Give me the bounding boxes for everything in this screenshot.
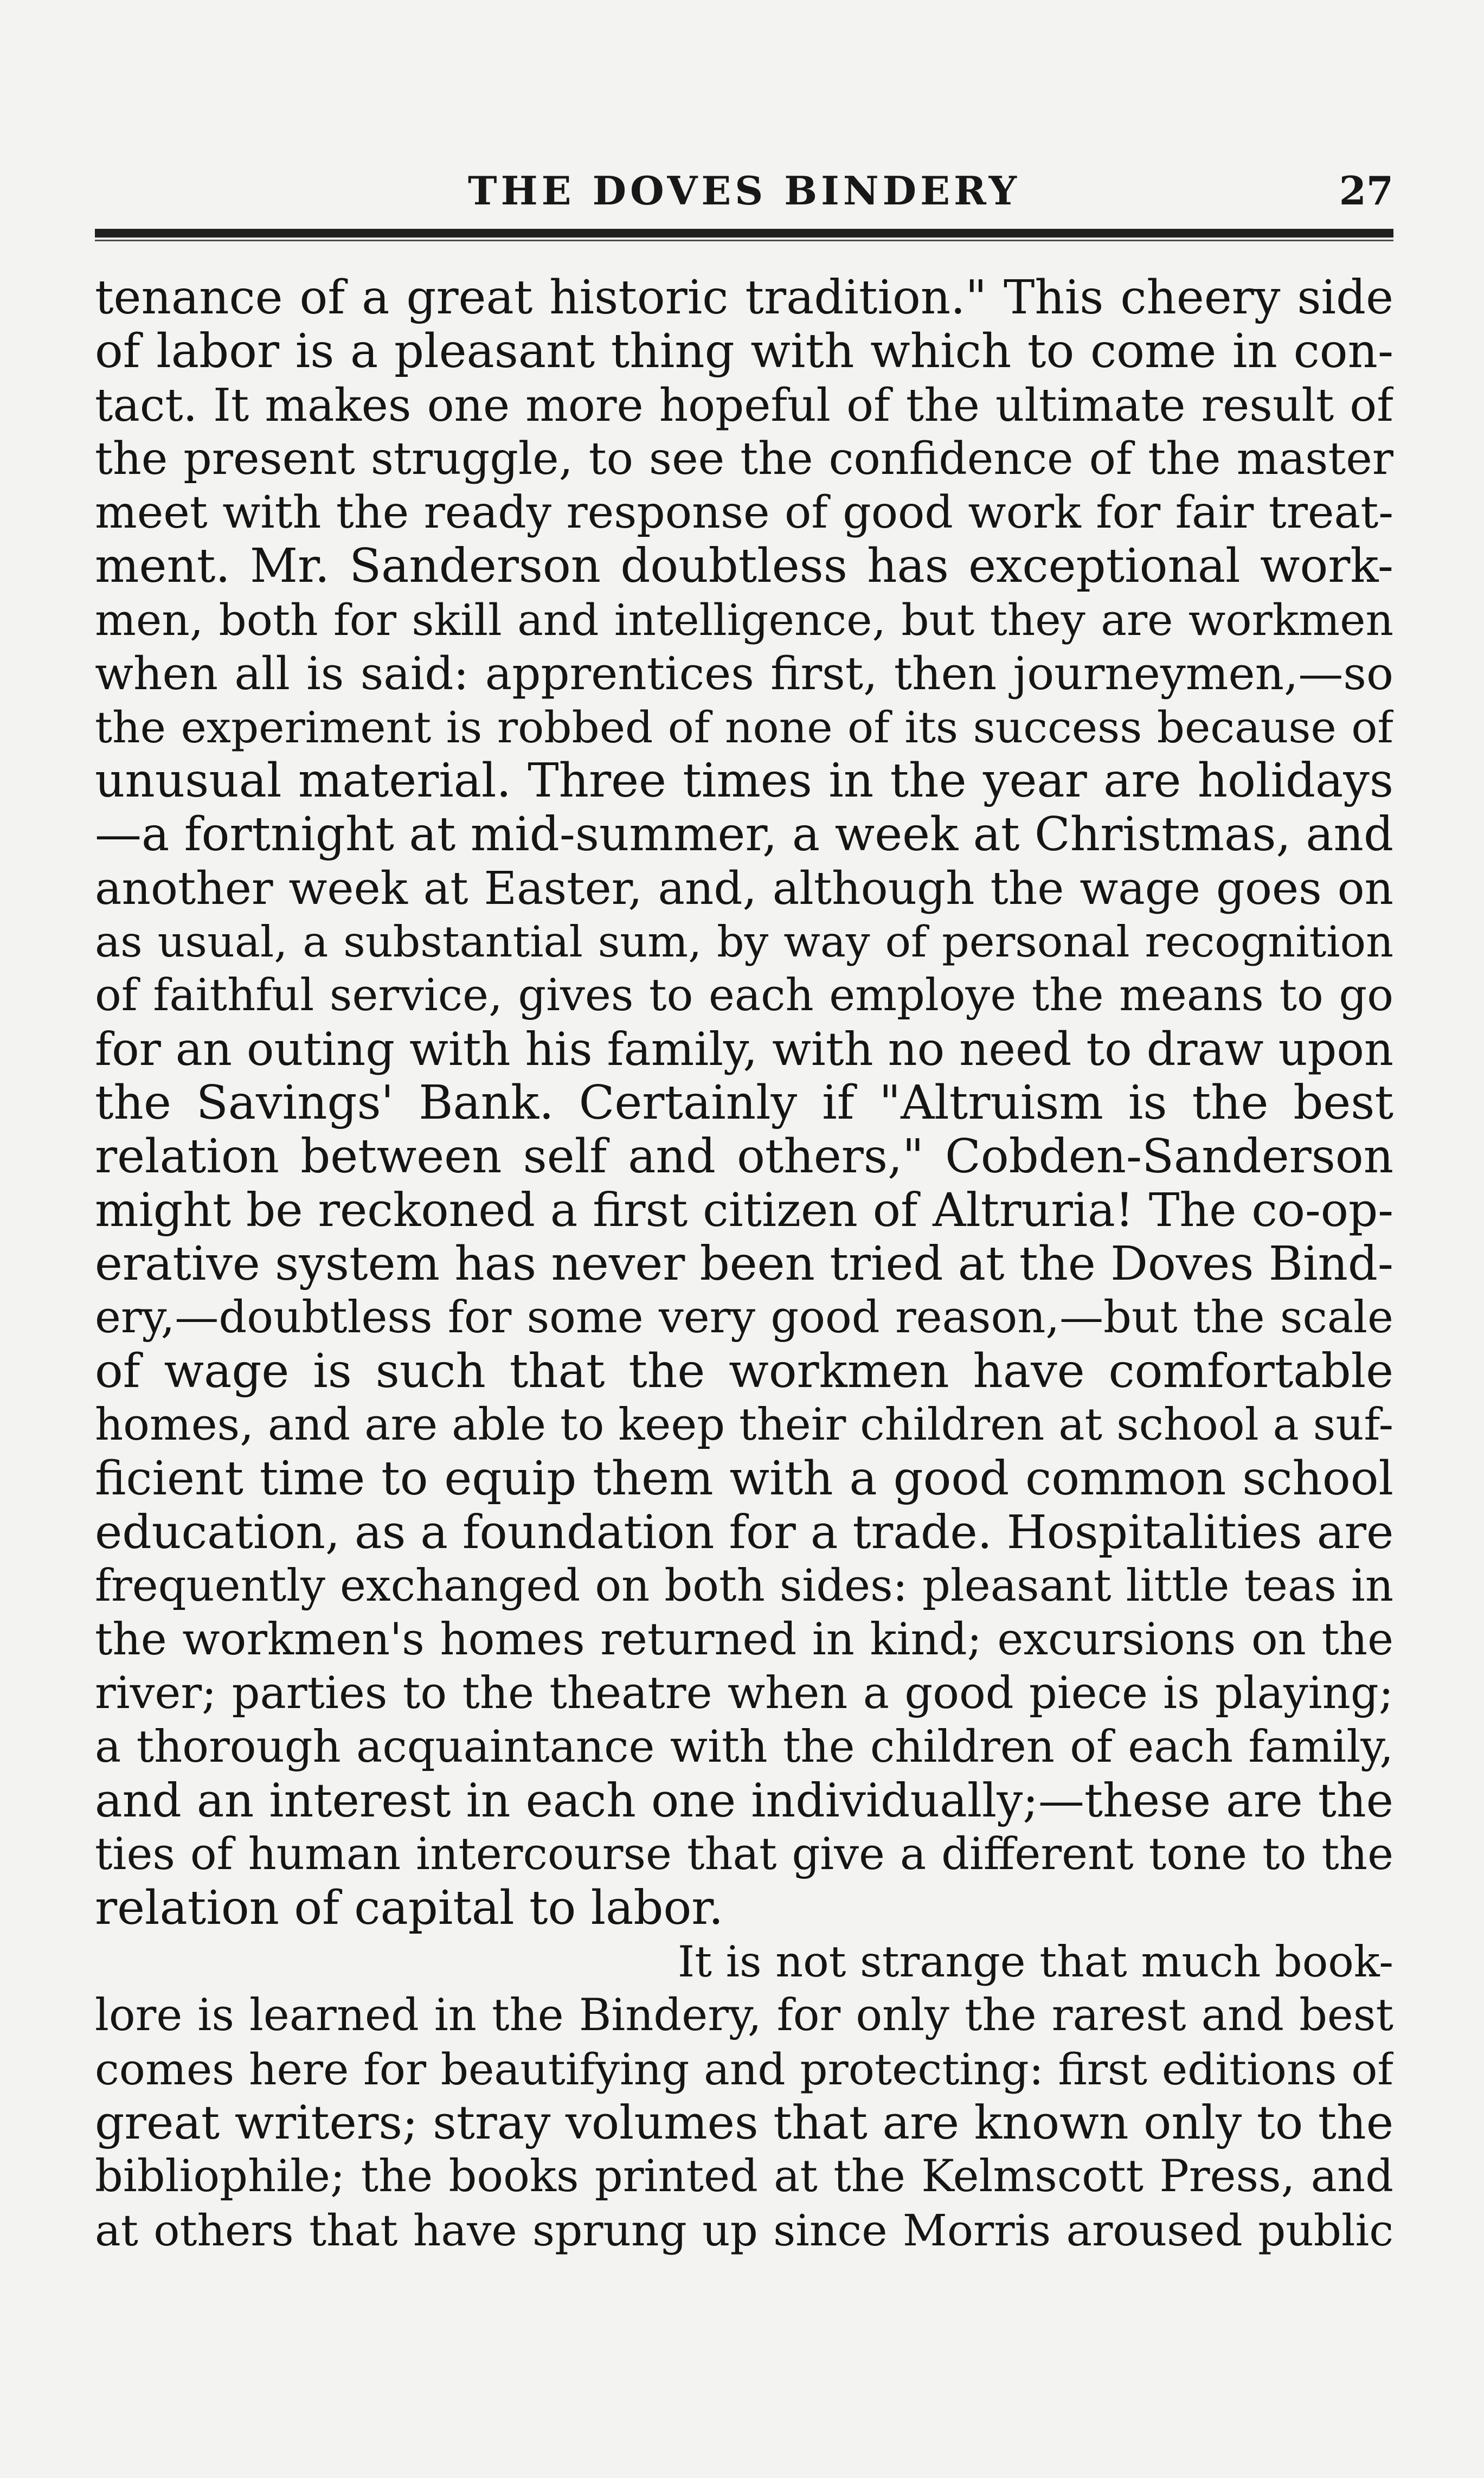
body-text <box>95 271 1393 2257</box>
text-line: of wage is such that the workmen have comfortable <box>95 1345 1393 1398</box>
text-line: a thorough acquaintance with the children of each family, <box>95 1722 1393 1773</box>
text-line: tact. It makes one more hopeful of the ultimate result of <box>95 379 1393 432</box>
text-line: when all is said: apprentices first, then journeymen,—so <box>95 647 1393 700</box>
text-line: the present struggle, to see the confidence of the master <box>95 433 1393 485</box>
text-line: for an outing with his family, with no need to draw upon <box>95 1023 1393 1076</box>
text-line: lore is learned in the Bindery, for only the rarest and best <box>95 1990 1393 2041</box>
running-title: THE DOVES BINDERY <box>468 168 1020 214</box>
text-line: ficient time to equip them with a good common school <box>95 1452 1393 1506</box>
text-line: men, both for skill and intelligence, but they are workmen <box>95 595 1393 645</box>
text-line: the experiment is robbed of none of its success because of <box>95 702 1393 753</box>
header-rule <box>95 229 1393 237</box>
paragraph-1 <box>95 271 1393 1935</box>
text-line: education, as a foundation for a trade. Hospitalities are <box>95 1506 1393 1559</box>
text-line: and an interest in each one individually;—these are the <box>95 1774 1393 1828</box>
text-line: meet with the ready response of good work for fair treat- <box>95 487 1393 538</box>
text-line: ery,—doubtless for some very good reason,—but the scale <box>95 1292 1393 1343</box>
text-line: might be reckoned a first citizen of Altruria! The co-op- <box>95 1184 1393 1237</box>
text-line: tenance of a great historic tradition." This cheery side <box>95 271 1393 325</box>
text-line: relation between self and others," Cobden-Sanderson <box>95 1130 1393 1184</box>
text-line: bibliophile; the books printed at the Kelmscott Press, and <box>95 2151 1393 2202</box>
paragraph-2 <box>95 1935 1393 2257</box>
text-line: relation of capital to labor. <box>95 1882 724 1935</box>
running-head <box>95 163 1393 222</box>
text-line: ment. Mr. Sanderson doubtless has exceptional work- <box>95 540 1393 593</box>
text-line: ties of human intercourse that give a different tone to the <box>95 1829 1393 1880</box>
text-line: of labor is a pleasant thing with which to come in con- <box>95 325 1393 378</box>
text-line: comes here for beautifying and protecting: first editions of <box>95 2044 1393 2095</box>
text-line: great writers; stray volumes that are known only to the <box>95 2096 1393 2150</box>
text-line: the workmen's homes returned in kind; excursions on the <box>95 1614 1393 1665</box>
page-number: 27 <box>1339 168 1393 214</box>
text-line: river; parties to the theatre when a good piece is playing; <box>95 1668 1393 1719</box>
text-line: as usual, a substantial sum, by way of personal recognition <box>95 917 1393 967</box>
text-line: frequently exchanged on both sides: pleasant little teas in <box>95 1561 1393 1612</box>
text-line: of faithful service, gives to each employe the means to go <box>95 970 1393 1021</box>
text-line: the Savings' Bank. Certainly if "Altruism is the best <box>95 1076 1393 1130</box>
text-line: unusual material. Three times in the year are holidays <box>95 754 1393 808</box>
text-line: erative system has never been tried at the Doves Bind- <box>95 1237 1393 1291</box>
text-line: It is not strange that much book- <box>678 1937 1393 1987</box>
text-line: —a fortnight at mid-summer, a week at Christmas, and <box>95 808 1393 862</box>
text-line: another week at Easter, and, although the wage goes on <box>95 862 1393 915</box>
text-line: at others that have sprung up since Morris aroused public <box>95 2205 1393 2256</box>
header-rule-thin <box>95 240 1393 241</box>
text-line: homes, and are able to keep their children at school a suf- <box>95 1400 1393 1450</box>
